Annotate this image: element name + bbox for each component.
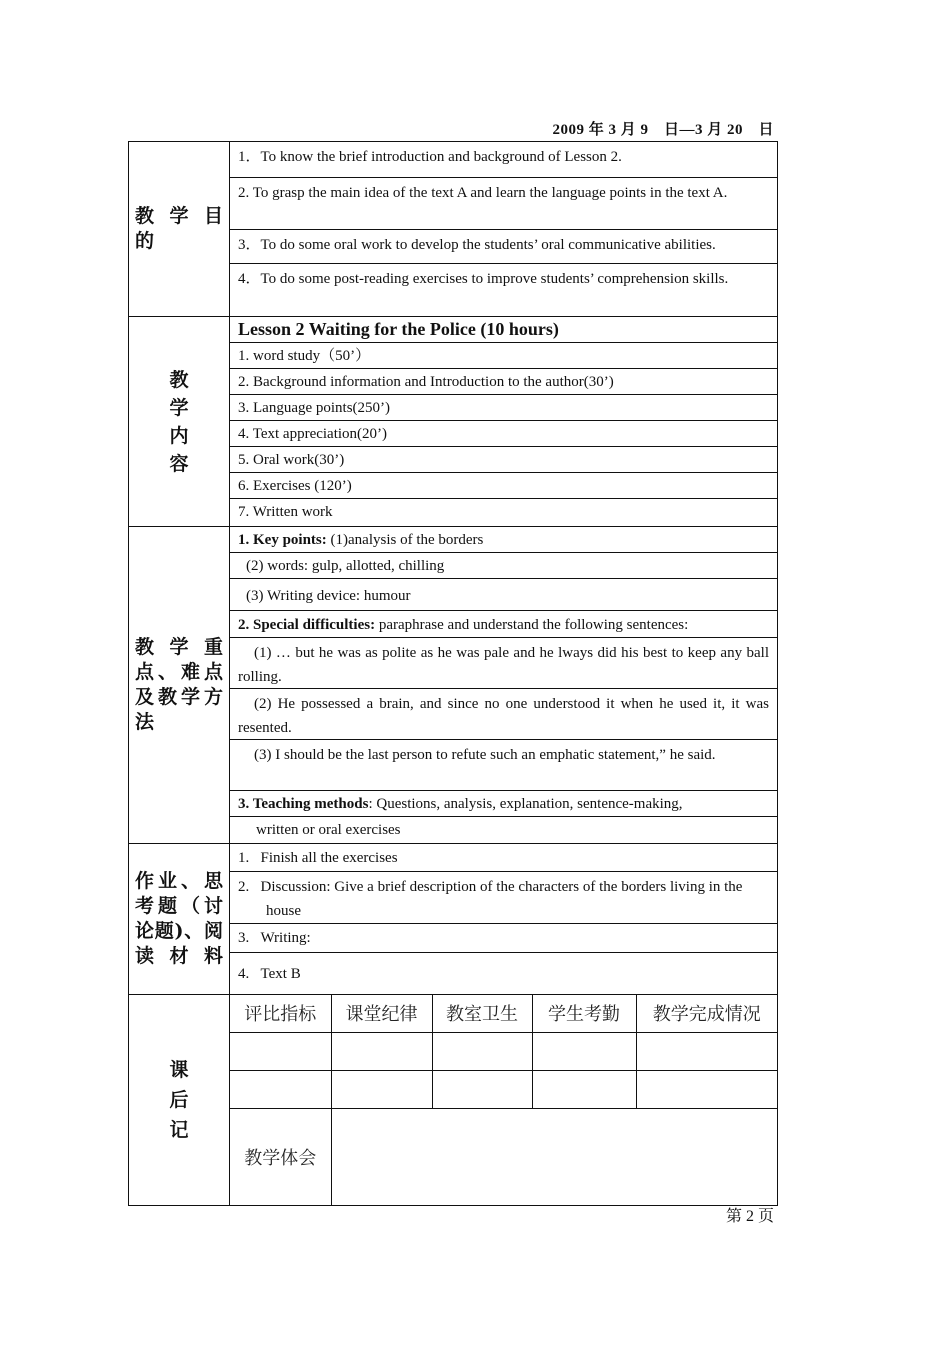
objective-item: 1．To know the brief introduction and background of Lesson 2. (230, 142, 777, 178)
content-item: 1. word study（50’） (230, 343, 777, 369)
homework-item: 1. Finish all the exercises (230, 844, 777, 872)
date-range: 2009 年 3 月 9 日—3 月 20 日 (552, 122, 774, 138)
page-number: 第 2 页 (725, 1208, 774, 1225)
homework-section (129, 844, 778, 995)
eval-cell[interactable] (230, 1070, 331, 1108)
homework-label: 作业、思 考题（讨 论题)、阅 读材料 (129, 844, 230, 995)
key-points-section (129, 527, 778, 844)
objective-item: 4．To do some post-reading exercises to improve students’ comprehension skills. (238, 271, 729, 287)
eval-cell[interactable] (636, 1032, 777, 1070)
eval-cell[interactable] (532, 1070, 636, 1108)
content-item: 3. Language points(250’) (230, 395, 777, 421)
reflection-cell[interactable] (331, 1108, 777, 1205)
reflection-label: 教学体会 (230, 1108, 331, 1205)
objectives-label: 教 学 目 的 (129, 142, 230, 317)
difficulty-sentence: (1) … but he was as polite as he was pale and he lways did his best to keep any ball rolling. (230, 638, 777, 689)
eval-header: 教学完成情况 (636, 995, 777, 1032)
after-class-label: 课 后 记 (129, 995, 230, 1206)
eval-header: 评比指标 (230, 995, 331, 1032)
eval-cell[interactable] (532, 1032, 636, 1070)
eval-cell[interactable] (432, 1070, 532, 1108)
after-class-section (129, 995, 778, 1206)
content-item: 2. Background information and Introduction to the author(30’) (230, 369, 777, 395)
eval-cell[interactable] (230, 1032, 331, 1070)
teaching-methods-text: : Questions, analysis, explanation, sentence-making, (368, 796, 683, 812)
objective-item: 2. To grasp the main idea of the text A and learn the language points in the text A. (230, 178, 777, 230)
teaching-methods-heading: 3. Teaching methods (238, 796, 369, 812)
content-label: 教 学 内 容 (129, 317, 230, 527)
homework-item: 2. Discussion: Give a brief description of the characters of the borders living in the house (230, 872, 777, 924)
difficulties-heading: 2. Special difficulties: (238, 617, 376, 633)
difficulty-sentence: (3) I should be the last person to refute such an emphatic statement,” he said. (230, 740, 777, 791)
eval-cell[interactable] (432, 1032, 532, 1070)
key-points-label: 教 学 重 点、难点 及教学方 法 (129, 527, 230, 844)
difficulties-row (230, 611, 777, 638)
eval-header: 课堂纪律 (331, 995, 432, 1032)
content-item: 5. Oral work(30’) (230, 447, 777, 473)
content-item: 7. Written work (238, 504, 333, 520)
eval-cell[interactable] (636, 1070, 777, 1108)
lesson-title: Lesson 2 Waiting for the Police (10 hours) (230, 317, 777, 343)
content-section (129, 317, 778, 527)
objectives-section (129, 142, 778, 317)
eval-header: 学生考勤 (532, 995, 636, 1032)
eval-cell[interactable] (331, 1032, 432, 1070)
objective-item: 3．To do some oral work to develop the students’ oral communicative abilities. (230, 230, 777, 264)
difficulty-sentence: (2) He possessed a brain, and since no one understood it when he used it, it was resented. (230, 689, 777, 740)
key-point-item: (2) words: gulp, allotted, chilling (230, 553, 777, 579)
key-points-row (230, 527, 777, 553)
evaluation-table (230, 995, 777, 1205)
homework-item: 3. Writing: (230, 924, 777, 953)
lesson-plan-table (128, 141, 778, 1206)
key-point-item: (3) Writing device: humour (230, 579, 777, 611)
key-points-heading: 1. Key points: (238, 532, 327, 548)
eval-header: 教室卫生 (432, 995, 532, 1032)
content-item: 6. Exercises (120’) (230, 473, 777, 499)
teaching-methods-cont: written or oral exercises (256, 822, 401, 838)
eval-cell[interactable] (331, 1070, 432, 1108)
content-item: 4. Text appreciation(20’) (230, 421, 777, 447)
difficulties-text: paraphrase and understand the following sentences: (378, 617, 689, 633)
teaching-methods-row (230, 791, 777, 817)
key-points-text: (1)analysis of the borders (330, 532, 484, 548)
homework-item: 4. Text B (238, 966, 301, 982)
